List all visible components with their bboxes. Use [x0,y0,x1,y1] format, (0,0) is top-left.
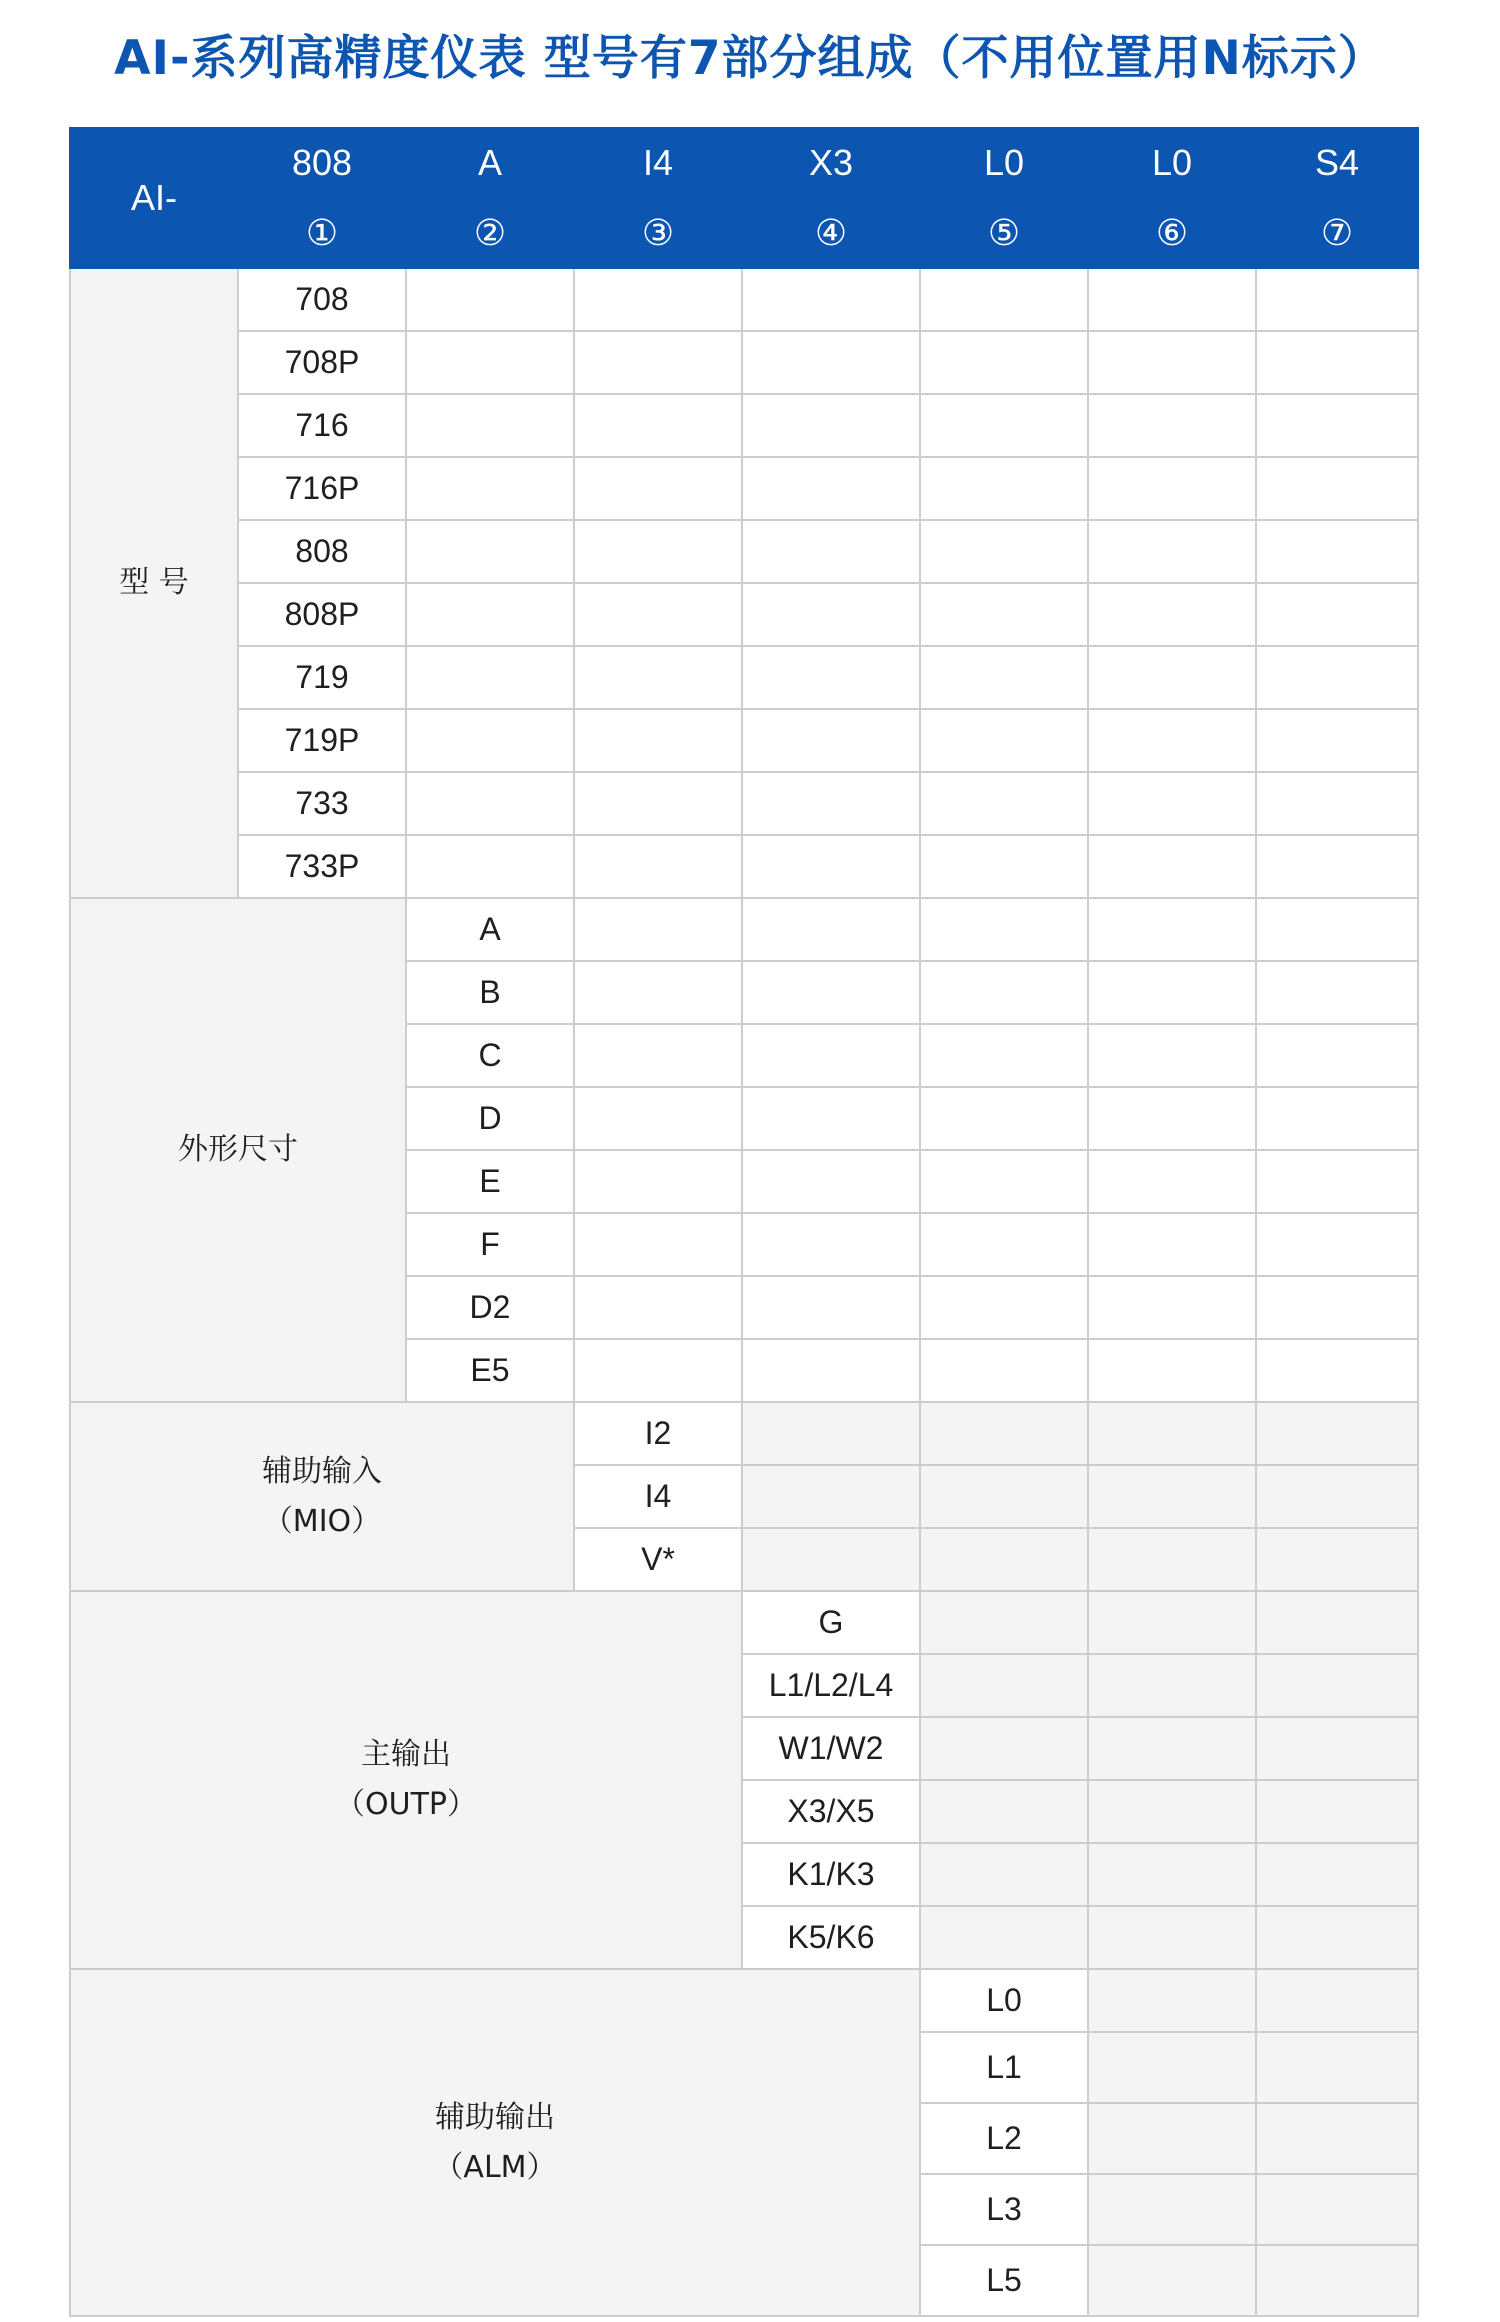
size-value: D2 [406,1276,574,1339]
aux-output-value: L3 [920,2174,1088,2245]
header-position-6: ⑥ [1088,198,1256,268]
group-label-aux-output [70,1969,920,2316]
header-position-2: ② [406,198,574,268]
size-value: D [406,1087,574,1150]
header-position-1: ① [238,198,406,268]
size-value: B [406,961,574,1024]
table-row [70,835,1418,898]
group-title: 辅助输入 [262,1453,382,1489]
group-subtitle: （OUTP） [335,1787,477,1822]
size-value: F [406,1213,574,1276]
table-row [70,709,1418,772]
main-output-value: K5/K6 [742,1906,920,1969]
model-value: 716 [238,394,406,457]
table-row [70,898,1418,961]
group-label-aux-input [70,1402,574,1591]
header-position-3: ③ [574,198,742,268]
aux-output-value: L2 [920,2103,1088,2174]
group-title: 辅助输出 [435,2099,555,2135]
header-code-2: A [406,128,574,198]
size-value: E5 [406,1339,574,1402]
table-row [70,268,1418,331]
group-subtitle: （ALM） [433,2149,557,2185]
group-label-main-output [70,1591,742,1969]
main-output-value: W1/W2 [742,1717,920,1780]
table-row [70,1969,1418,2032]
main-output-value: K1/K3 [742,1843,920,1906]
aux-input-value: I2 [574,1402,742,1465]
header-code-row [70,128,1418,198]
group-label-size: 外形尺寸 [70,898,406,1402]
model-value: 733 [238,772,406,835]
page-title: AI-系列高精度仪表 型号有7部分组成（不用位置用N标示） [114,31,1386,86]
model-value: 808 [238,520,406,583]
header-position-row [70,198,1418,268]
header-position-7: ⑦ [1256,198,1418,268]
group-title: 主输出 [361,1737,451,1772]
size-value: A [406,898,574,961]
header-position-5: ⑤ [920,198,1088,268]
group-label-model: 型 号 [70,268,238,898]
table-row [70,646,1418,709]
group-subtitle: （MIO） [262,1503,382,1539]
table-row [70,772,1418,835]
model-value: 716P [238,457,406,520]
model-value: 808P [238,583,406,646]
table-row [70,457,1418,520]
model-value: 719P [238,709,406,772]
header-code-6: L0 [1088,128,1256,198]
model-value: 719 [238,646,406,709]
aux-output-value: L0 [920,1969,1088,2032]
table-row [70,520,1418,583]
aux-input-value: I4 [574,1465,742,1528]
header-code-1: 808 [238,128,406,198]
header-position-4: ④ [742,198,920,268]
model-value: 708P [238,331,406,394]
size-value: E [406,1150,574,1213]
model-value: 708 [238,268,406,331]
header-code-7: S4 [1256,128,1418,198]
table-row [70,394,1418,457]
header-code-4: X3 [742,128,920,198]
main-output-value: G [742,1591,920,1654]
table-row [70,1402,1418,1465]
main-output-value: L1/L2/L4 [742,1654,920,1717]
main-output-value: X3/X5 [742,1780,920,1843]
aux-output-value: L1 [920,2032,1088,2103]
header-code-3: I4 [574,128,742,198]
model-spec-table [69,127,1419,2317]
size-value: C [406,1024,574,1087]
table-row [70,331,1418,394]
table-row [70,1591,1418,1654]
header-prefix: AI- [70,128,238,268]
aux-input-value: V* [574,1528,742,1591]
aux-output-value: L5 [920,2245,1088,2316]
header-code-5: L0 [920,128,1088,198]
model-value: 733P [238,835,406,898]
table-row [70,583,1418,646]
